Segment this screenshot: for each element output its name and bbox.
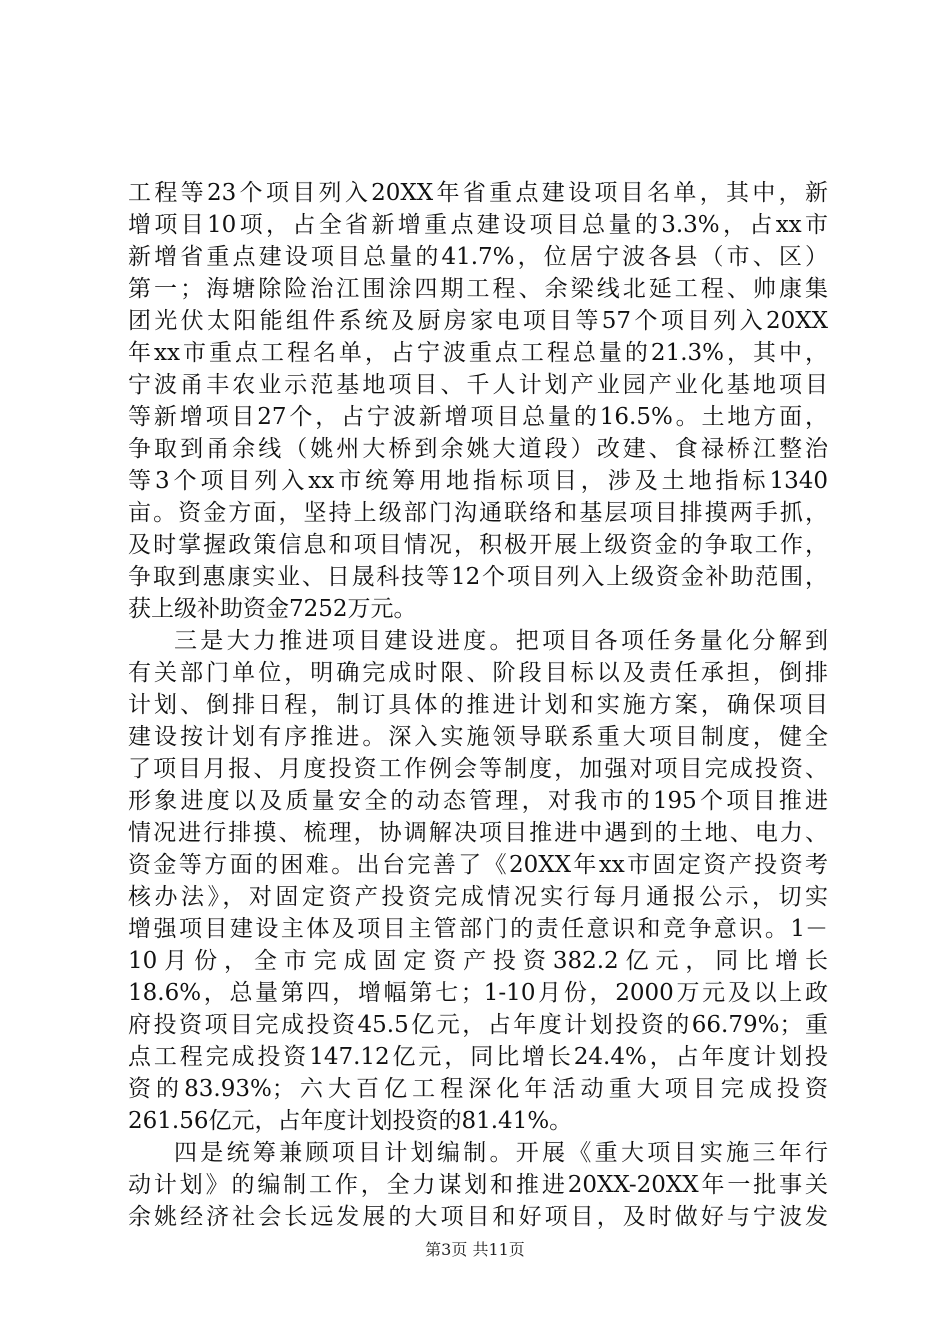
paragraph-line: 年xx市重点工程名单，占宁波重点工程总量的21.3%，其中，: [128, 340, 828, 366]
paragraph-line: 四是统筹兼顾项目计划编制。开展《重大项目实施三年行: [174, 1140, 828, 1166]
paragraph-line: 有关部门单位，明确完成时限、阶段目标以及责任承担，倒排: [128, 660, 828, 686]
paragraph-line: 等新增项目27个，占宁波新增项目总量的16.5%。土地方面，: [128, 404, 828, 430]
paragraph-line: 建设按计划有序推进。深入实施领导联系重大项目制度，健全: [128, 724, 828, 750]
paragraph-line: 资的83.93%；六大百亿工程深化年活动重大项目完成投资: [128, 1076, 828, 1102]
paragraph-line: 争取到甬余线（姚州大桥到余姚大道段）改建、食禄桥江整治: [128, 436, 828, 462]
paragraph-line: 261.56亿元，占年度计划投资的81.41%。: [128, 1108, 573, 1134]
paragraph-line: 情况进行排摸、梳理，协调解决项目推进中遇到的土地、电力、: [128, 820, 828, 846]
paragraph-line: 形象进度以及质量安全的动态管理，对我市的195个项目推进: [128, 788, 828, 814]
paragraph-line: 核办法》，对固定资产投资完成情况实行每月通报公示，切实: [128, 884, 828, 910]
paragraph-line: 余姚经济社会长远发展的大项目和好项目，及时做好与宁波发: [128, 1204, 828, 1230]
paragraph-line: 了项目月报、月度投资工作例会等制度，加强对项目完成投资、: [128, 756, 828, 782]
paragraph-line: 亩。资金方面，坚持上级部门沟通联络和基层项目排摸两手抓，: [128, 500, 828, 526]
paragraph-line: 获上级补助资金7252万元。: [128, 596, 417, 622]
paragraph-line: 资金等方面的困难。出台完善了《20XX年xx市固定资产投资考: [128, 852, 828, 878]
paragraph-line: 团光伏太阳能组件系统及厨房家电项目等57个项目列入20XX: [128, 308, 828, 334]
paragraph-line: 10月份，全市完成固定资产投资382.2亿元，同比增长: [128, 948, 828, 974]
paragraph-line: 府投资项目完成投资45.5亿元，占年度计划投资的66.79%；重: [128, 1012, 828, 1038]
paragraph-line: 三是大力推进项目建设进度。把项目各项任务量化分解到: [174, 628, 828, 654]
paragraph-line: 争取到惠康实业、日晟科技等12个项目列入上级资金补助范围，: [128, 564, 828, 590]
page-number-footer: 第3页 共11页: [425, 1240, 525, 1259]
paragraph-line: 工程等23个项目列入20XX年省重点建设项目名单，其中，新: [128, 180, 828, 206]
paragraph-line: 计划、倒排日程，制订具体的推进计划和实施方案，确保项目: [128, 692, 828, 718]
paragraph-line: 第一；海塘除险治江围涂四期工程、余梁线北延工程、帅康集: [128, 276, 828, 302]
paragraph-line: 点工程完成投资147.12亿元，同比增长24.4%，占年度计划投: [128, 1044, 828, 1070]
paragraph-line: 及时掌握政策信息和项目情况，积极开展上级资金的争取工作，: [128, 532, 828, 558]
paragraph-line: 等3个项目列入xx市统筹用地指标项目，涉及土地指标1340: [128, 468, 828, 494]
paragraph-line: 动计划》的编制工作，全力谋划和推进20XX-20XX年一批事关: [128, 1172, 828, 1198]
paragraph-line: 新增省重点建设项目总量的41.7%，位居宁波各县（市、区）: [128, 244, 828, 270]
paragraph-line: 增强项目建设主体及项目主管部门的责任意识和竞争意识。1－: [128, 916, 828, 942]
paragraph-line: 宁波甬丰农业示范基地项目、千人计划产业园产业化基地项目: [128, 372, 828, 398]
paragraph-line: 增项目10项，占全省新增重点建设项目总量的3.3%，占xx市: [128, 212, 828, 238]
paragraph-line: 18.6%，总量第四，增幅第七；1-10月份，2000万元及以上政: [128, 980, 828, 1006]
